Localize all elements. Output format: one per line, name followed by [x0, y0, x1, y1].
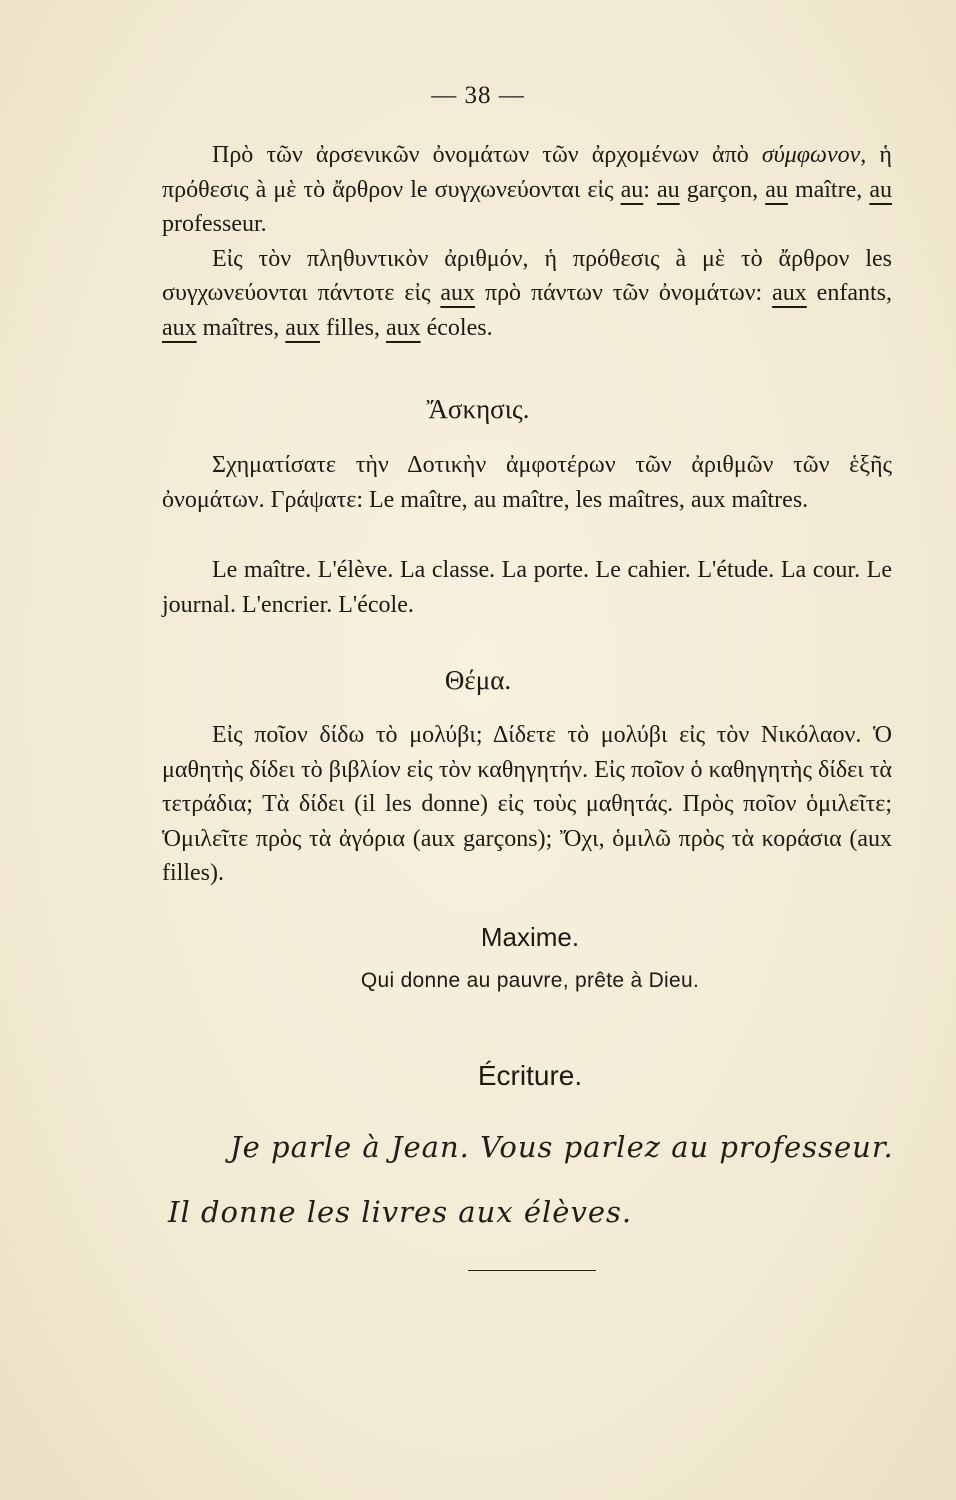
text-span: filles,	[319, 314, 386, 341]
text-span: Εἰς τὸν πληθυντικὸν ἀριθμόν, ἡ πρόθεσις à μὲ τὸ ἄρθρον les συγχωνεύονται πάντοτε εἰς	[162, 245, 892, 306]
underlined-au: au	[765, 176, 788, 203]
text-span: maître,	[787, 176, 870, 203]
end-rule-divider	[468, 1270, 596, 1271]
underlined-au: au	[620, 176, 644, 203]
underlined-aux: aux	[162, 314, 197, 341]
italic-term: σύμφωνον,	[761, 142, 867, 168]
underlined-au: au	[869, 176, 893, 203]
underlined-aux: aux	[772, 280, 807, 306]
vocabulary-list	[162, 553, 892, 622]
maxim-text: Qui donne au pauvre, prête à Dieu.	[360, 969, 700, 992]
text-span: Πρὸ τῶν ἀρσενικῶν ὀνομάτων τῶν ἀρχομένων ἀπὸ	[212, 142, 762, 168]
text-span: professeur.	[162, 211, 267, 237]
handwriting-line-1: Je parle à Jean. Vous parlez au professeur.	[230, 1130, 894, 1164]
handwriting-line-2: Il donne les livres aux élèves.	[168, 1195, 633, 1229]
exercise-paragraph: Σχηματίσατε τὴν Δοτικὴν ἀμφοτέρων τῶν ἀριθμῶν τῶν ἑξῆς ὀνομάτων. Γράψατε: Le maître, au maître, les maîtres, aux maîtres.	[162, 452, 892, 513]
text-span: enfants,	[806, 280, 892, 306]
text-span: écoles.	[420, 314, 493, 341]
underlined-aux: aux	[385, 314, 421, 341]
underlined-au: au	[657, 176, 680, 203]
underlined-aux: aux	[440, 280, 476, 306]
exercise-text	[162, 448, 892, 517]
text-span: ἡ πρόθεσις à μὲ τὸ ἄρθρον le συγχωνεύονται εἰς	[162, 142, 892, 203]
theme-heading: Θέμα.	[444, 665, 512, 695]
grammar-paragraph-singular	[162, 138, 892, 242]
grammar-paragraph-plural	[162, 242, 892, 346]
theme-paragraph: Εἰς ποῖον δίδω τὸ μολύβι; Δίδετε τὸ μολύβι εἰς τὸν Νικόλαον. Ὁ μαθητὴς δίδει τὸ βιβλίον εἰς τὸν καθηγητήν. Εἰς ποῖον ὁ καθηγητὴς δίδει τὰ τετράδια; Τὰ δίδει (il les donne) εἰς τοὺς μαθητάς. Πρὸς ποῖον ὁμιλεῖτε; Ὁμιλεῖτε πρὸς τὰ ἀγόρια (aux garçons); Ὄχι, ὁμιλῶ πρὸς τὰ κοράσια (aux filles).	[162, 722, 892, 886]
maxim-heading: Maxime.	[480, 922, 580, 952]
underlined-aux: aux	[285, 314, 320, 341]
text-span: maîtres,	[196, 314, 286, 341]
handwriting-heading: Écriture.	[477, 1060, 583, 1091]
text-span: garçon,	[679, 176, 766, 203]
text-span: πρὸ πάντων τῶν ὀνομάτων:	[475, 280, 773, 306]
exercise-heading: Ἄσκησις.	[426, 394, 530, 424]
grammar-rule	[162, 138, 892, 345]
theme-text	[162, 718, 892, 891]
page-number: — 38 —	[431, 82, 525, 109]
vocabulary-paragraph: Le maître. L'élève. La classe. La porte. Le cahier. L'étude. La cour. Le journal. L'encrier. L'école.	[162, 557, 892, 618]
text-span: :	[643, 176, 658, 203]
